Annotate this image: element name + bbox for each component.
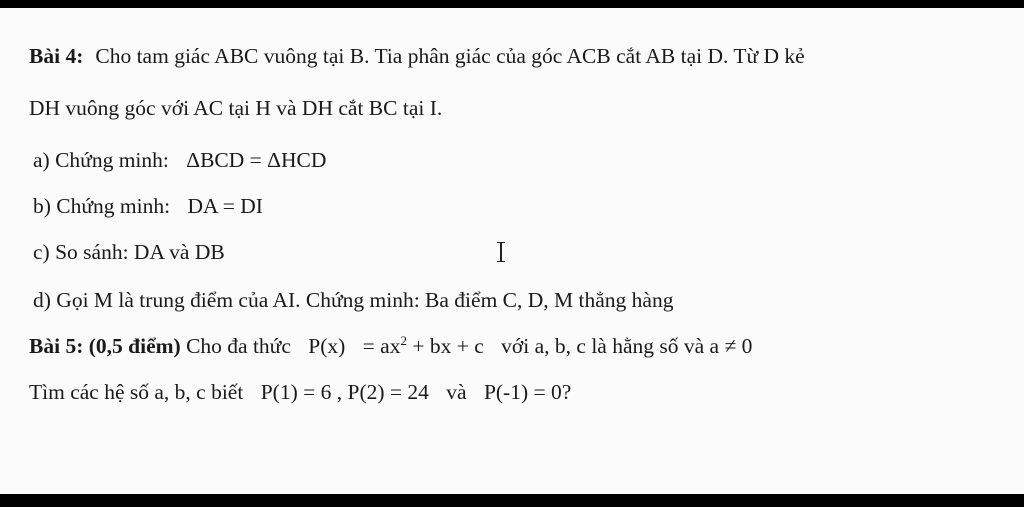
- item-text: So sánh: DA và DB: [55, 240, 225, 264]
- bai4-item-b: [33, 194, 263, 219]
- item-text: Gọi M là trung điểm của AI. Chứng minh: Ba điểm C, D, M thẳng hàng: [56, 288, 674, 312]
- bai4-line-2: DH vuông góc với AC tại H và DH cắt BC tại I.: [29, 96, 443, 120]
- bai5-points: (0,5 điểm): [88, 334, 181, 358]
- item-text: Chứng minh:: [55, 148, 169, 172]
- spellcheck-underline: ,: [106, 334, 113, 358]
- bai5-label: Bài 5:: [29, 334, 84, 358]
- item-math: ΔBCD = ΔHCD: [186, 148, 327, 172]
- bai4-item-d: [33, 288, 673, 313]
- condition-2: P(2) = 24: [347, 380, 429, 404]
- item-marker: d): [33, 288, 51, 312]
- bai5-text-3: Tìm các hệ số a, b, c biết: [29, 380, 244, 404]
- document-page: [0, 8, 1024, 494]
- bai5-line-1: [29, 334, 752, 359]
- bai5-text-2: với a, b, c là hằng số và a ≠ 0: [501, 334, 753, 358]
- bai4-line-1: [29, 44, 805, 69]
- poly-lhs: P(x): [308, 334, 346, 358]
- item-math: DA = DI: [187, 194, 263, 218]
- condition-3: P(-1) = 0?: [483, 380, 572, 404]
- bai4-item-a: [33, 148, 326, 173]
- bai4-text-1: Cho tam giác ABC vuông tại B. Tia phân giác của góc ACB cắt AB tại D. Từ D kẻ: [95, 44, 805, 68]
- text-cursor-icon: [497, 242, 505, 262]
- condition-1: P(1) = 6 ,: [260, 380, 343, 404]
- item-text: Chứng minh:: [56, 194, 171, 218]
- poly-rhs: = $ax^2$ + bx + c: [362, 333, 484, 358]
- bai5-text-1: Cho đa thức: [186, 334, 291, 358]
- bai4-item-c: [33, 240, 225, 265]
- item-marker: b): [33, 194, 51, 218]
- bai4-label: Bài 4:: [29, 44, 84, 68]
- and-word: và: [446, 380, 467, 404]
- item-marker: c): [33, 240, 50, 264]
- item-marker: a): [33, 148, 50, 172]
- bai5-line-2: [29, 380, 571, 405]
